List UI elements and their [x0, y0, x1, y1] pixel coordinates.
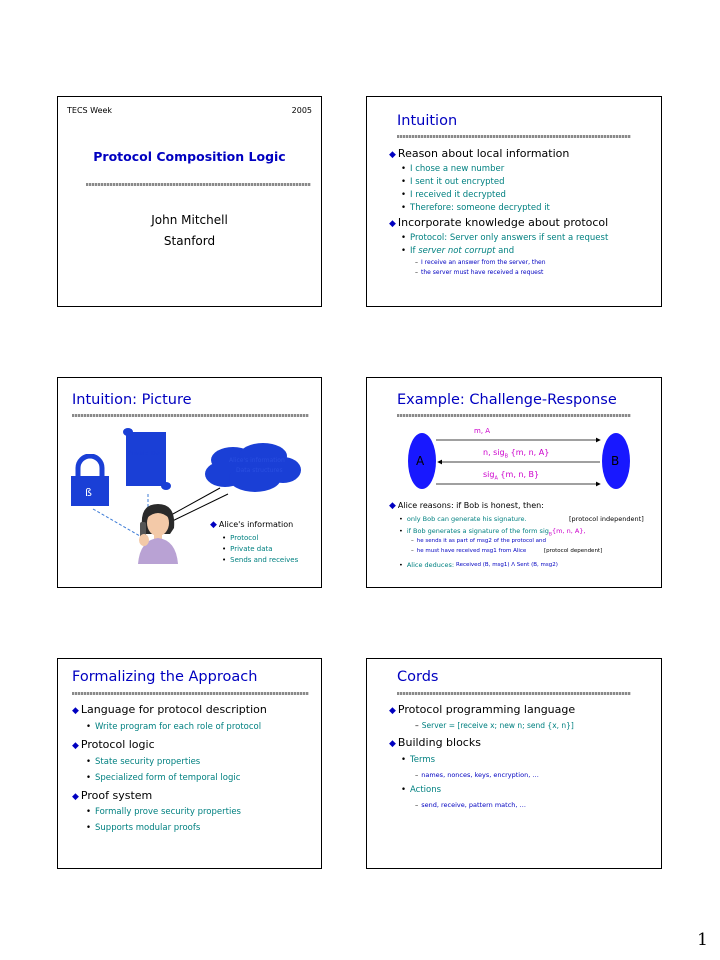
lock-connector	[93, 509, 140, 536]
msg1-label: m, A	[474, 427, 491, 435]
lock-keyhole: ß	[85, 486, 92, 499]
sub-bullet: • Supports modular proofs	[86, 823, 201, 833]
diamond-icon: ◆	[389, 739, 396, 749]
info-item: • Protocol	[222, 534, 259, 542]
slide-title	[57, 96, 322, 307]
info-item: • Sends and receives	[222, 556, 299, 564]
diamond-icon: ◆	[389, 706, 396, 716]
diamond-icon: ◆	[72, 706, 79, 716]
slide-title: Intuition: Picture	[72, 392, 192, 408]
tag-independent: [protocol independent]	[569, 515, 644, 523]
person-on-phone-icon	[134, 500, 184, 564]
sub-bullet: • I sent it out encrypted	[401, 177, 505, 187]
diamond-icon: ◆	[210, 520, 217, 530]
bullet: ◆ Alice reasons: if Bob is honest, then:	[389, 501, 544, 511]
sub-bullet: • if Bob generates a signature of the form sig$_B${m, n, A},	[399, 527, 586, 538]
diamond-icon: ◆	[389, 150, 396, 160]
bullet: ◆ Language for protocol description	[72, 703, 267, 716]
msg3-label: sig$_A$ {m, n, B}	[483, 470, 540, 482]
divider	[72, 692, 309, 695]
diamond-icon: ◆	[72, 792, 79, 802]
sub-bullet: • Write program for each role of protocol	[86, 722, 262, 732]
sub-bullet: • Therefore: someone decrypted it	[401, 203, 550, 213]
sub-bullet: • Protocol: Server only answers if sent a request	[401, 233, 609, 243]
sub-bullet: • Formally prove security properties	[86, 807, 241, 817]
sub-bullet: • Terms	[401, 755, 436, 765]
deduction-formula: Received (B, msg1) Λ Sent (B, msg2)	[456, 562, 558, 568]
slide-challenge-response	[366, 377, 662, 588]
detail-line: – send, receive, pattern match, …	[415, 801, 527, 809]
divider	[397, 135, 631, 138]
bullet: ◆ Protocol programming language	[389, 703, 576, 716]
sub-bullet: • Alice deduces:	[399, 561, 455, 569]
slide-title: Cords	[397, 669, 439, 685]
info-title: ◆ Alice's information	[210, 520, 294, 530]
diamond-icon: ◆	[72, 741, 79, 751]
cloud-label: Alice's information	[229, 457, 285, 464]
sub-bullet: • Specialized form of temporal logic	[86, 773, 241, 783]
tag-dependent: [protocol dependent]	[544, 548, 603, 554]
sub-bullet: • Actions	[401, 785, 442, 795]
presentation-title: Protocol Composition Logic	[93, 149, 286, 164]
node-b-label: B	[611, 454, 620, 468]
author-name: John Mitchell	[151, 213, 228, 227]
slide-title: Formalizing the Approach	[72, 669, 258, 685]
page-number: 1	[697, 930, 708, 950]
scroll-label: Private Data	[128, 450, 166, 457]
sub-bullet: • If server not corrupt and	[401, 246, 515, 256]
slide-intuition	[366, 96, 662, 307]
header-left: TECS Week	[67, 106, 113, 115]
slide-title: Example: Challenge-Response	[397, 392, 617, 408]
divider	[86, 183, 311, 186]
detail-line: – I receive an answer from the server, then	[415, 259, 546, 266]
msg2-label: n, sig$_B$ {m, n, A}	[483, 448, 550, 460]
detail-line: – he must have received msg1 from Alice	[411, 548, 527, 554]
slide-cords	[366, 658, 662, 869]
author-affiliation: Stanford	[163, 234, 216, 248]
sub-bullet: • only Bob can generate his signature.	[399, 515, 527, 523]
bullet: ◆ Protocol logic	[72, 738, 155, 751]
info-item: • Private data	[222, 545, 273, 553]
sub-bullet: • State security properties	[86, 757, 201, 767]
detail-line: – he sends it as part of msg2 of the protocol and	[411, 538, 547, 544]
bullet: ◆ Reason about local information	[389, 147, 570, 160]
detail-line: – Server = [receive x; new n; send {x, n}]	[415, 721, 574, 730]
bullet: ◆ Building blocks	[389, 736, 481, 749]
divider	[397, 692, 631, 695]
detail-line: – the server must have received a request	[415, 269, 544, 276]
node-a-label: A	[416, 454, 425, 468]
bullet: ◆ Proof system	[72, 789, 153, 802]
slide-intuition-picture	[57, 377, 322, 588]
bullet: ◆ Incorporate knowledge about protocol	[389, 216, 609, 229]
sub-bullet: • I chose a new number	[401, 164, 505, 174]
detail-line: – names, nonces, keys, encryption, …	[415, 771, 539, 779]
sub-bullet: • I received it decrypted	[401, 190, 506, 200]
cloud-label: Data structures	[236, 467, 283, 474]
slide-title: Intuition	[397, 113, 458, 129]
header-right: 2005	[291, 106, 312, 115]
slide-formalizing	[57, 658, 322, 869]
diamond-icon: ◆	[389, 501, 396, 511]
diamond-icon: ◆	[389, 219, 396, 229]
